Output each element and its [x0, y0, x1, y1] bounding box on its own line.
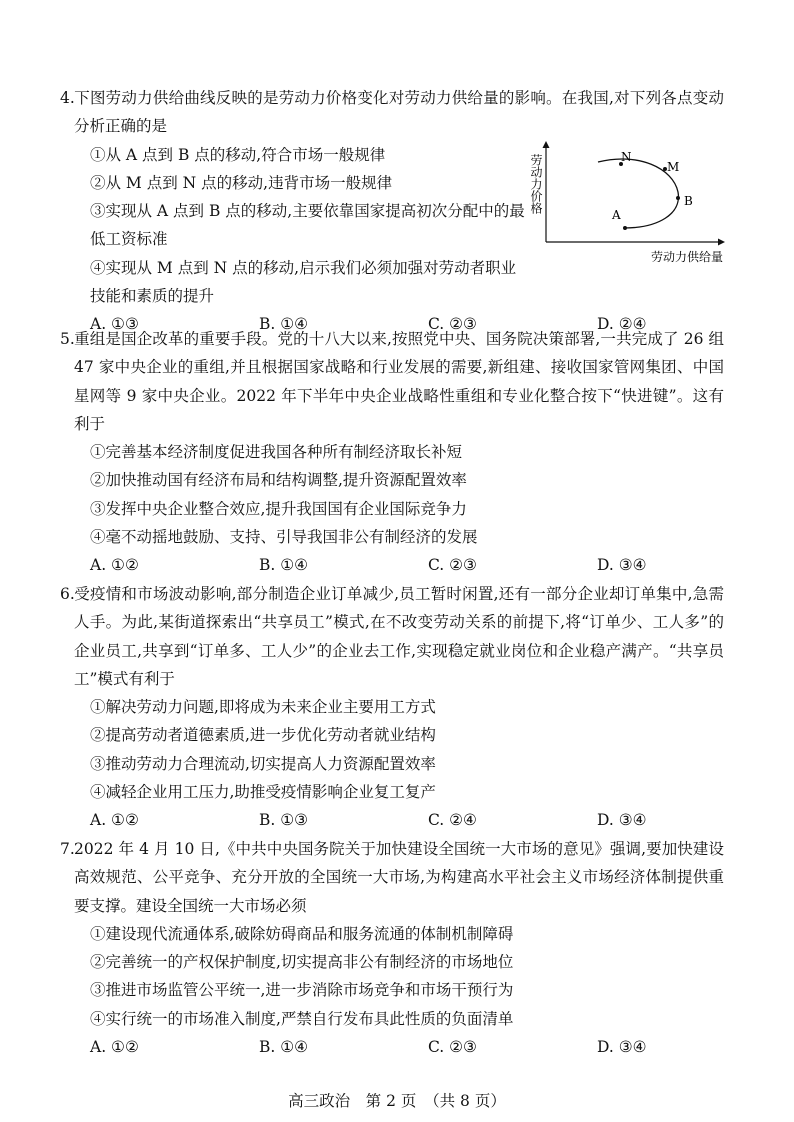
choice-b[interactable]: B. ①③	[259, 811, 309, 830]
answer-choices	[74, 806, 724, 834]
choice-b[interactable]: B. ①④	[259, 315, 309, 334]
label-b: B	[684, 194, 693, 208]
page-footer: 高三政治 第 2 页 （共 8 页）	[288, 1092, 506, 1110]
question-7	[60, 835, 724, 1061]
choice-c[interactable]: C. ②③	[428, 556, 477, 575]
question-stem: 4.下图劳动力供给曲线反映的是劳动力价格变化对劳动力供给量的影响。在我国,对下列各点变动分析正确的是	[60, 89, 724, 136]
choice-b[interactable]: B. ①④	[259, 556, 309, 575]
question-stem: 6.受疫情和市场波动影响,部分制造企业订单减少,员工暂时闲置,还有一部分企业却订单集中,急需人手。为此,某街道探索出“共享员工”模式,在不改变劳动关系的前提下,将“订单少、工人多”的企业员工,共享到“订单多、工人少”的企业去工作,实现稳定就业岗位和企业稳产满产。“共享员工”模式有利于	[60, 585, 724, 688]
label-m: M	[667, 160, 680, 174]
y-axis-label: 劳动力价格	[529, 154, 543, 214]
question-6	[60, 580, 724, 834]
label-a: A	[612, 208, 621, 222]
option-1: ①完善基本经济制度促进我国各种所有制经济取长补短	[90, 443, 463, 462]
option-4: ④减轻企业用工压力,助推受疫情影响企业复工复产	[90, 783, 436, 802]
choice-d[interactable]: D. ③④	[597, 1038, 647, 1057]
option-2: ②完善统一的产权保护制度,切实提高非公有制经济的市场地位	[90, 953, 514, 972]
y-axis-arrow	[543, 141, 550, 148]
labor-supply-graph	[528, 140, 728, 265]
option-4: ④实现从 M 点到 N 点的移动,启示我们必须加强对劳动者职业技能和素质的提升	[90, 258, 517, 306]
option-3: ③实现从 A 点到 B 点的移动,主要依靠国家提高初次分配中的最低工资标准	[90, 202, 525, 249]
option-2: ②加快推动国有经济布局和结构调整,提升资源配置效率	[90, 471, 467, 490]
choice-a[interactable]: A. ①②	[90, 811, 139, 830]
choice-a[interactable]: A. ①②	[90, 1038, 139, 1057]
question-5	[60, 325, 724, 579]
point-a	[623, 226, 627, 230]
choice-c[interactable]: C. ②③	[428, 1038, 477, 1057]
choice-a[interactable]: A. ①③	[90, 315, 139, 334]
option-2: ②提高劳动者道德素质,进一步优化劳动者就业结构	[90, 726, 436, 745]
option-3: ③发挥中央企业整合效应,提升我国国有企业国际竞争力	[90, 499, 467, 518]
option-4: ④毫不动摇地鼓励、支持、引导我国非公有制经济的发展	[90, 528, 478, 547]
option-2: ②从 M 点到 N 点的移动,违背市场一般规律	[90, 173, 393, 192]
x-axis-arrow	[718, 239, 725, 246]
choice-c[interactable]: C. ②④	[428, 811, 477, 830]
choice-d[interactable]: D. ②④	[597, 315, 647, 334]
answer-choices	[74, 551, 724, 579]
question-stem: 7.2022 年 4 月 10 日,《中共中央国务院关于加快建设全国统一大市场的意见》强调,要加快建设高效规范、公平竞争、充分开放的全国统一大市场,为构建高水平社会主义市场经济体制提供重要支撑。建设全国统一大市场必须	[60, 840, 724, 915]
point-b	[676, 196, 680, 200]
x-axis-label: 劳动力供给量	[650, 250, 723, 264]
option-3: ③推进市场监管公平统一,进一步消除市场竞争和市场干预行为	[90, 981, 514, 1000]
option-3: ③推动劳动力合理流动,切实提高人力资源配置效率	[90, 754, 436, 773]
choice-a[interactable]: A. ①②	[90, 556, 139, 575]
option-4: ④实行统一的市场准入制度,严禁自行发布具此性质的负面清单	[90, 1009, 514, 1028]
label-n: N	[621, 150, 632, 164]
choice-d[interactable]: D. ③④	[597, 556, 647, 575]
choice-d[interactable]: D. ③④	[597, 811, 647, 830]
question-stem: 5.重组是国企改革的重要手段。党的十八大以来,按照党中央、国务院决策部署,一共完成了 26 组 47 家中央企业的重组,并且根据国家战略和行业发展的需要,新组建、接收国家管网集团、中国星网等 9 家中央企业。2022 年下半年中央企业战略性重组和专业化整合按下“快进键”。这有利于	[60, 330, 724, 433]
answer-choices	[74, 1033, 724, 1061]
option-1: ①解决劳动力问题,即将成为未来企业主要用工方式	[90, 698, 436, 717]
choice-c[interactable]: C. ②③	[428, 315, 477, 334]
choice-b[interactable]: B. ①④	[259, 1038, 309, 1057]
option-1: ①建设现代流通体系,破除妨碍商品和服务流通的体制机制障碍	[90, 924, 514, 943]
option-1: ①从 A 点到 B 点的移动,符合市场一般规律	[90, 145, 386, 164]
